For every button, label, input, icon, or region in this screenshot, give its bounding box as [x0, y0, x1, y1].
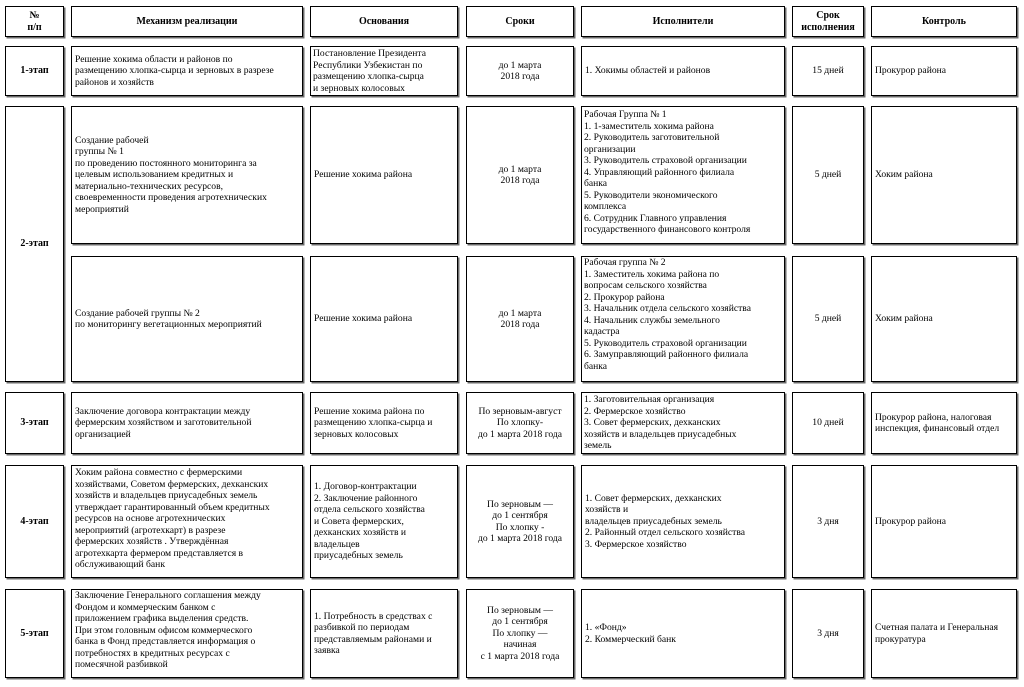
row3-basis-text: Решение хокима района по размещению хлопка-сырца и зерновых колосовых — [314, 405, 433, 440]
row4-executors-text: 1. Совет фермерских, дехканских хозяйств и владельцев приусадебных земель 2. Районный отдел сельского хозяйства 3. Фермерское хозяйство — [585, 492, 746, 550]
row5-basis-text: 1. Потребность в средствах с разбивкой по периодам представляемым районами и заявка — [314, 610, 433, 656]
header-term-text: Срок исполнения — [801, 10, 855, 33]
header-control — [871, 6, 1017, 37]
row3-executors — [581, 392, 785, 454]
row5-mechanism — [71, 589, 303, 678]
row2a-mechanism — [71, 106, 303, 244]
row2a-term-text: 5 дней — [814, 169, 842, 181]
row1-control-text: Прокурор района — [875, 65, 947, 77]
stage-1-label — [5, 46, 64, 96]
row2b-basis — [310, 256, 458, 382]
stage-3-text: 3-этап — [20, 417, 49, 428]
row2a-basis — [310, 106, 458, 244]
row5-term — [792, 589, 864, 678]
row3-executors-text: 1. Заготовительная организация 2. Фермерское хозяйство 3. Совет фермерских, дехканских хозяйств и владельцев приусадебных земель — [584, 394, 737, 451]
row1-term-text: 15 дней — [812, 65, 844, 77]
stage-4-text: 4-этап — [20, 515, 49, 527]
stage-2-text: 2-этап — [20, 238, 49, 249]
row2b-control-text: Хоким района — [875, 313, 933, 325]
row3-term-text: 10 дней — [812, 417, 844, 429]
row1-basis — [310, 46, 458, 96]
row2b-control — [871, 256, 1017, 382]
row3-mechanism-text: Заключение договора контрактации между фермерским хозяйством и заготовительной организацией — [75, 405, 252, 440]
row2b-executors-text: Рабочая группа № 2 1. Заместитель хокима района по вопросам сельского хозяйства 2. Прокурор района 3. Начальник отдела сельского хозяйства 4. Начальник службы земельного кадастра 5. Руководитель страховой организации 6. Замуправляющий районного филиала банка — [584, 257, 751, 372]
row1-deadline-text: до 1 марта 2018 года — [498, 59, 542, 82]
header-basis-text: Основания — [358, 15, 410, 27]
row1-mechanism — [71, 46, 303, 96]
row4-mechanism — [71, 465, 303, 578]
row3-control — [871, 392, 1017, 454]
row2b-mechanism — [71, 256, 303, 382]
row5-mechanism-text: Заключение Генерального соглашения между Фондом и коммерческим банком с приложением графика выделения средств. При этом головным офисом коммерческого банка в Фонд представляется информация о потребностях в кредитных ресурсах с помесячной разбивкой — [75, 590, 261, 670]
row3-mechanism — [71, 392, 303, 454]
header-executors-text: Исполнители — [652, 15, 714, 27]
header-mechanism-text: Механизм реализации — [136, 15, 238, 27]
row2a-executors-text: Рабочая Группа № 1 1. 1-заместитель хокима района 2. Руководитель заготовительной организации 3. Руководитель страховой организации 4. Управляющий районного филиала банка 5. Руководители экономического комплекса 6. Сотрудник Главного управления государственного финансового контроля — [584, 109, 751, 235]
row3-term — [792, 392, 864, 454]
row1-term — [792, 46, 864, 96]
row2a-executors — [581, 106, 785, 244]
row1-mechanism-text: Решение хокима области и районов по размещению хлопка-сырца и зерновых в разрезе районов и хозяйств — [75, 53, 274, 88]
header-deadlines — [466, 6, 574, 37]
row2a-mechanism-text: Создание рабочей группы № 1 по проведению постоянного мониторинга за целевым использованием кредитных и материально-технических ресурсов, своевременности проведения агротехнических мероприятий — [75, 134, 267, 215]
row4-deadline-text: По зерновым — до 1 сентября По хлопку - до 1 марта 2018 года — [477, 498, 563, 544]
row2a-deadline — [466, 106, 574, 244]
row2b-mechanism-text: Создание рабочей группы № 2 по мониторингу вегетационных мероприятий — [75, 307, 262, 330]
row1-executors — [581, 46, 785, 96]
stage-4-label — [5, 465, 64, 578]
row5-executors — [581, 589, 785, 678]
row3-deadline — [466, 392, 574, 454]
row4-control-text: Прокурор района — [875, 515, 947, 527]
stage-2-label — [5, 106, 64, 382]
row2b-deadline — [466, 256, 574, 382]
row2a-basis-text: Решение хокима района — [314, 169, 413, 181]
row2a-control-text: Хоким района — [875, 169, 933, 181]
row2b-term-text: 5 дней — [814, 313, 842, 325]
row4-term — [792, 465, 864, 578]
row2a-term — [792, 106, 864, 244]
stage-1-text: 1-этап — [20, 65, 49, 76]
row5-control — [871, 589, 1017, 678]
stage-5-text: 5-этап — [20, 627, 49, 639]
row5-deadline-text: По зерновым — до 1 сентября По хлопку — начиная с 1 марта 2018 года — [480, 604, 560, 662]
header-basis — [310, 6, 458, 37]
row2a-deadline-text: до 1 марта 2018 года — [498, 163, 542, 186]
row2b-deadline-text: до 1 марта 2018 года — [498, 307, 542, 330]
header-term — [792, 6, 864, 37]
row1-basis-text: Постановление Президента Республики Узбекистан по размещению хлопка-сырца и зерновых колосовых — [313, 48, 426, 94]
row3-control-text: Прокурор района, налоговая инспекция, финансовый отдел — [875, 411, 1000, 434]
row1-deadline — [466, 46, 574, 96]
stage-3-label — [5, 392, 64, 454]
row1-control — [871, 46, 1017, 96]
row4-deadline — [466, 465, 574, 578]
row4-executors — [581, 465, 785, 578]
header-executors — [581, 6, 785, 37]
row3-deadline-text: По зерновым-август По хлопку- до 1 марта 2018 года — [477, 405, 563, 440]
header-num — [5, 6, 64, 37]
header-control-text: Контроль — [922, 15, 966, 27]
row2b-term — [792, 256, 864, 382]
row4-mechanism-text: Хоким района совместно с фермерскими хозяйствами, Советом фермерских, дехканских хозяйств и владельцев приусадебных земель утверждает гарантированный объем кредитных ресурсов на основе агротехнических мероприятий (агротехкарт) в разрезе фермерских хозяйств . Утверждённая агротехкарта фермером представляется в обслуживающий банк — [75, 467, 270, 570]
row5-term-text: 3 дня — [817, 627, 839, 639]
row4-basis — [310, 465, 458, 578]
row1-executors-text: 1. Хокимы областей и районов — [585, 65, 711, 77]
row2a-control — [871, 106, 1017, 244]
row4-basis-text: 1. Договор-контрактации 2. Заключение районного отдела сельского хозяйства и Совета фермерских, дехканских хозяйств и владельцев приусадебных земель — [314, 481, 425, 562]
row5-deadline — [466, 589, 574, 678]
row2b-basis-text: Решение хокима района — [314, 313, 413, 325]
header-deadlines-text: Сроки — [505, 15, 535, 27]
row3-basis — [310, 392, 458, 454]
row4-control — [871, 465, 1017, 578]
row5-control-text: Счетная палата и Генеральная прокуратура — [875, 622, 999, 645]
stage-5-label — [5, 589, 64, 678]
row2b-executors — [581, 256, 785, 382]
row4-term-text: 3 дня — [817, 515, 839, 527]
header-mechanism — [71, 6, 303, 37]
header-num-text: № п/п — [27, 10, 42, 33]
row5-executors-text: 1. «Фонд» 2. Коммерческий банк — [585, 622, 676, 645]
row5-basis — [310, 589, 458, 678]
